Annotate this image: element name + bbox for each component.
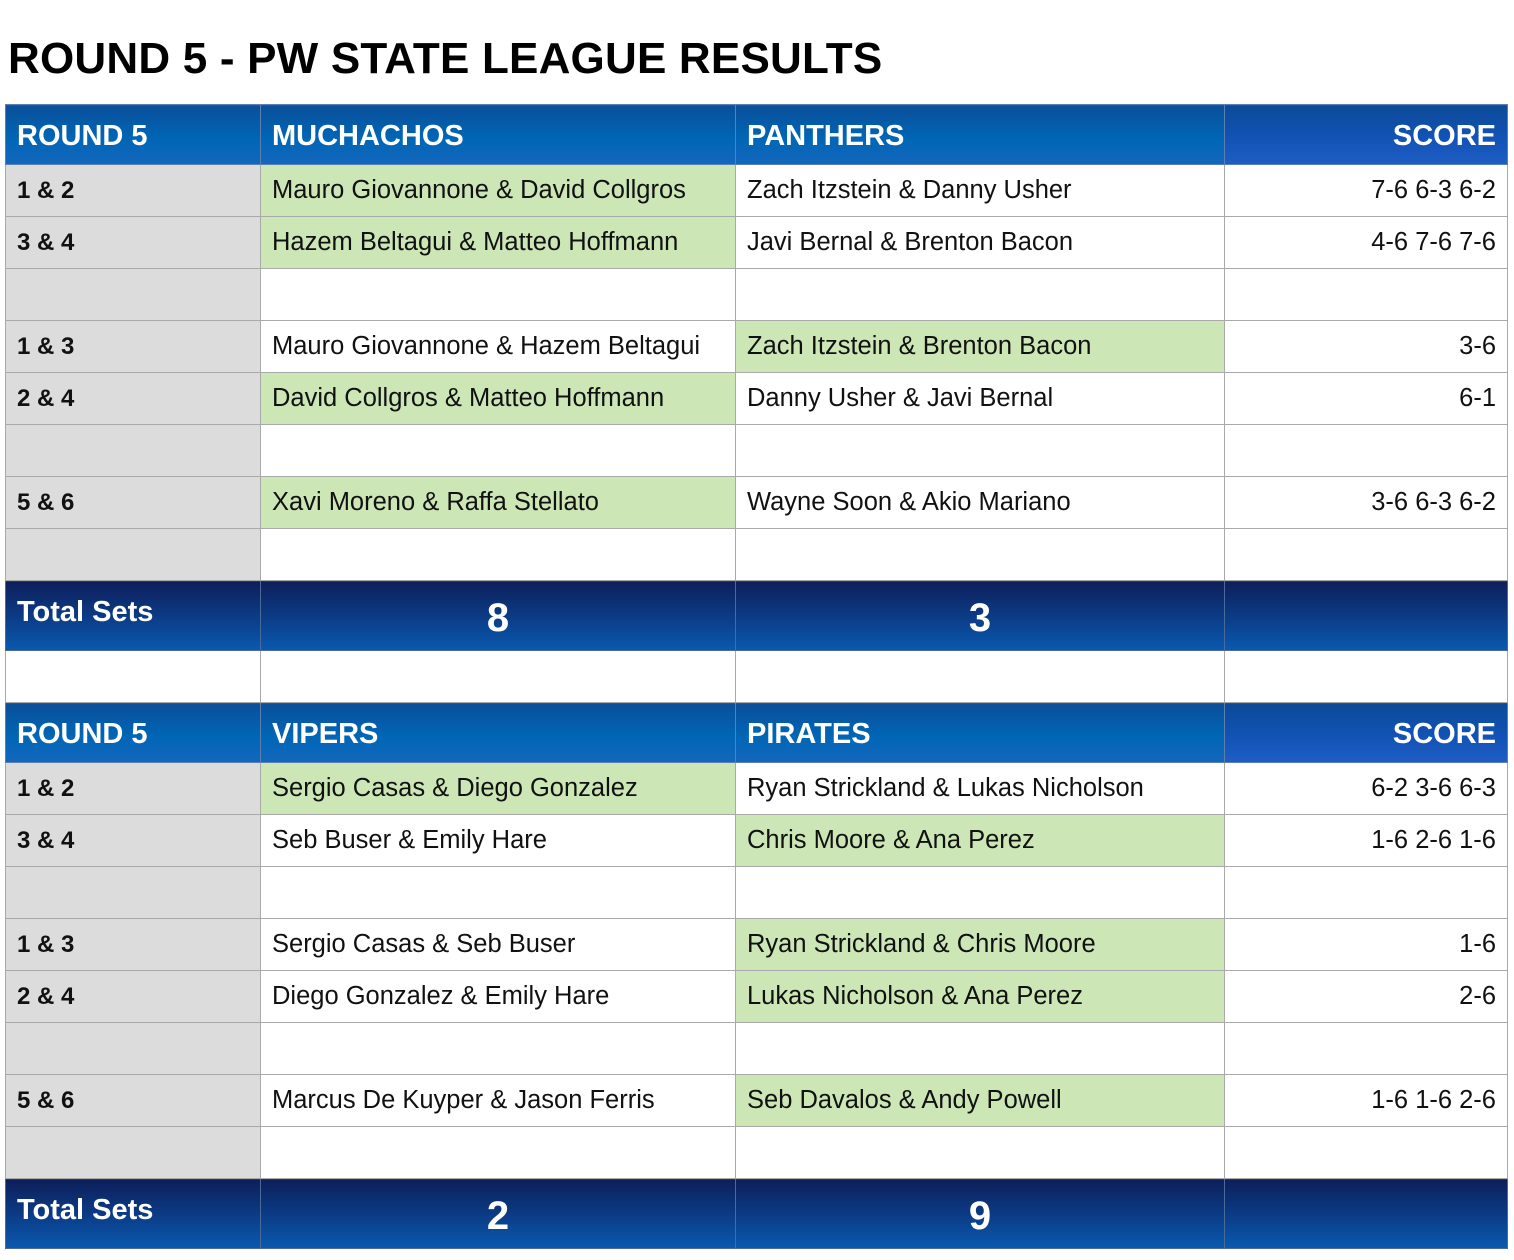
away-players: Lukas Nicholson & Ana Perez	[736, 971, 1225, 1023]
table-row	[6, 971, 1508, 1023]
round-label: ROUND 5	[6, 105, 261, 165]
pair-label: 3 & 4	[6, 815, 261, 867]
pair-label: 1 & 2	[6, 165, 261, 217]
home-cell-empty	[261, 529, 736, 581]
table-row	[6, 165, 1508, 217]
pair-cell-empty	[6, 529, 261, 581]
pair-cell-empty	[6, 1023, 261, 1075]
round-label: ROUND 5	[6, 703, 261, 763]
away-players: Seb Davalos & Andy Powell	[736, 1075, 1225, 1127]
home-total-sets: 8	[261, 581, 736, 651]
table-row	[6, 321, 1508, 373]
gap-cell	[261, 651, 736, 703]
gap-row	[6, 651, 1508, 703]
home-cell-empty	[261, 425, 736, 477]
match-score: 7-6 6-3 6-2	[1225, 165, 1508, 217]
away-players: Zach Itzstein & Brenton Bacon	[736, 321, 1225, 373]
pair-label: 2 & 4	[6, 373, 261, 425]
away-team-name: PIRATES	[736, 703, 1225, 763]
total-sets-row	[6, 581, 1508, 651]
gap-cell	[736, 651, 1225, 703]
pair-cell-empty	[6, 867, 261, 919]
match-score: 2-6	[1225, 971, 1508, 1023]
home-players: Marcus De Kuyper & Jason Ferris	[261, 1075, 736, 1127]
match-header-row	[6, 703, 1508, 763]
table-row	[6, 815, 1508, 867]
away-cell-empty	[736, 1127, 1225, 1179]
spacer-row	[6, 1127, 1508, 1179]
table-row	[6, 1075, 1508, 1127]
score-cell-empty	[1225, 425, 1508, 477]
home-players: Diego Gonzalez & Emily Hare	[261, 971, 736, 1023]
match-header-row	[6, 105, 1508, 165]
match-score: 3-6 6-3 6-2	[1225, 477, 1508, 529]
home-team-name: MUCHACHOS	[261, 105, 736, 165]
away-players: Wayne Soon & Akio Mariano	[736, 477, 1225, 529]
total-sets-label: Total Sets	[6, 581, 261, 651]
pair-cell-empty	[6, 425, 261, 477]
spacer-row	[6, 269, 1508, 321]
away-players: Danny Usher & Javi Bernal	[736, 373, 1225, 425]
away-team-name: PANTHERS	[736, 105, 1225, 165]
match-score: 1-6	[1225, 919, 1508, 971]
away-players: Zach Itzstein & Danny Usher	[736, 165, 1225, 217]
away-total-sets: 9	[736, 1179, 1225, 1249]
away-players: Ryan Strickland & Chris Moore	[736, 919, 1225, 971]
score-cell-empty	[1225, 867, 1508, 919]
score-header: SCORE	[1225, 105, 1508, 165]
match-score: 1-6 1-6 2-6	[1225, 1075, 1508, 1127]
away-cell-empty	[736, 529, 1225, 581]
away-cell-empty	[736, 269, 1225, 321]
away-total-sets: 3	[736, 581, 1225, 651]
away-players: Ryan Strickland & Lukas Nicholson	[736, 763, 1225, 815]
results-body	[6, 105, 1508, 1249]
table-row	[6, 477, 1508, 529]
home-players: Sergio Casas & Diego Gonzalez	[261, 763, 736, 815]
home-players: Sergio Casas & Seb Buser	[261, 919, 736, 971]
gap-cell	[1225, 651, 1508, 703]
table-row	[6, 217, 1508, 269]
score-cell-empty	[1225, 1127, 1508, 1179]
away-cell-empty	[736, 425, 1225, 477]
pair-label: 1 & 3	[6, 919, 261, 971]
home-players: David Collgros & Matteo Hoffmann	[261, 373, 736, 425]
spacer-row	[6, 1023, 1508, 1075]
total-empty-cell	[1225, 1179, 1508, 1249]
home-players: Mauro Giovannone & Hazem Beltagui	[261, 321, 736, 373]
home-cell-empty	[261, 1023, 736, 1075]
match-score: 4-6 7-6 7-6	[1225, 217, 1508, 269]
score-header: SCORE	[1225, 703, 1508, 763]
pair-label: 5 & 6	[6, 1075, 261, 1127]
pair-label: 1 & 3	[6, 321, 261, 373]
match-score: 6-1	[1225, 373, 1508, 425]
pair-cell-empty	[6, 1127, 261, 1179]
total-empty-cell	[1225, 581, 1508, 651]
score-cell-empty	[1225, 1023, 1508, 1075]
match-score: 1-6 2-6 1-6	[1225, 815, 1508, 867]
spacer-row	[6, 529, 1508, 581]
gap-cell	[6, 651, 261, 703]
results-table	[5, 104, 1508, 1249]
away-cell-empty	[736, 867, 1225, 919]
home-players: Mauro Giovannone & David Collgros	[261, 165, 736, 217]
pair-label: 1 & 2	[6, 763, 261, 815]
spacer-row	[6, 425, 1508, 477]
home-cell-empty	[261, 1127, 736, 1179]
pair-cell-empty	[6, 269, 261, 321]
spacer-row	[6, 867, 1508, 919]
table-row	[6, 919, 1508, 971]
home-cell-empty	[261, 269, 736, 321]
home-total-sets: 2	[261, 1179, 736, 1249]
home-players: Seb Buser & Emily Hare	[261, 815, 736, 867]
pair-label: 5 & 6	[6, 477, 261, 529]
away-players: Chris Moore & Ana Perez	[736, 815, 1225, 867]
home-players: Xavi Moreno & Raffa Stellato	[261, 477, 736, 529]
total-sets-label: Total Sets	[6, 1179, 261, 1249]
home-cell-empty	[261, 867, 736, 919]
pair-label: 3 & 4	[6, 217, 261, 269]
pair-label: 2 & 4	[6, 971, 261, 1023]
page-title: ROUND 5 - PW STATE LEAGUE RESULTS	[8, 34, 883, 83]
match-score: 3-6	[1225, 321, 1508, 373]
total-sets-row	[6, 1179, 1508, 1249]
home-players: Hazem Beltagui & Matteo Hoffmann	[261, 217, 736, 269]
home-team-name: VIPERS	[261, 703, 736, 763]
table-row	[6, 763, 1508, 815]
away-players: Javi Bernal & Brenton Bacon	[736, 217, 1225, 269]
score-cell-empty	[1225, 529, 1508, 581]
match-score: 6-2 3-6 6-3	[1225, 763, 1508, 815]
away-cell-empty	[736, 1023, 1225, 1075]
score-cell-empty	[1225, 269, 1508, 321]
table-row	[6, 373, 1508, 425]
